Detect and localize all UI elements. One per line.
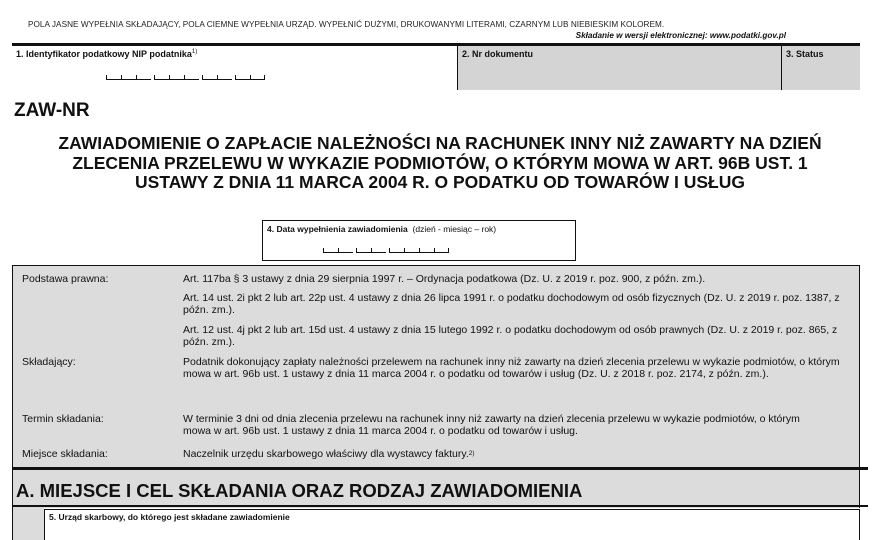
section-a-rule — [12, 505, 868, 507]
field-status — [782, 46, 860, 90]
legal-basis-1: Art. 117ba § 3 ustawy z dnia 29 sierpnia 1997 r. – Ordynacja podatkowa (Dz. U. z 2019 r. poz. 900, z późn. zm.). — [183, 273, 706, 285]
nip-input-combs[interactable] — [106, 75, 265, 80]
filer-label: Składający: — [22, 356, 76, 368]
field-fill-date[interactable] — [262, 220, 576, 261]
field-fill-date-label: 4. Data wypełnienia zawiadomienia (dzień - miesiąc – rok) — [267, 224, 497, 234]
deadline-text: W terminie 3 dni od dnia zlecenia przelewu na rachunek inny niż zawarty na dzień zlecenia przelewu w wykazie podmiotów, o którym mowa w art. 96b ust. 1 ustawy z dnia 11 marca 2004 r. o podatku od towarów i usług. — [183, 413, 800, 437]
electronic-filing-note: Składanie w wersji elektronicznej: www.podatki.gov.pl — [575, 31, 786, 40]
place-text: Naczelnik urzędu skarbowego właściwy dla wystawcy faktury.$^{2)}$ — [183, 448, 475, 460]
section-a-margin — [12, 507, 44, 540]
field-status-label: 3. Status — [786, 49, 824, 59]
field-nip[interactable] — [12, 46, 458, 90]
form-title: ZAWIADOMIENIE O ZAPŁACIE NALEŻNOŚCI NA RACHUNEK INNY NIŻ ZAWARTY NA DZIEŃ ZLECENIA PRZELEWU W WYKAZIE PODMIOTÓW, O KTÓRYM MOWA W ART. 96B UST. 1 USTAWY Z DNIA 11 MARCA 2004 R. O PODATKU OD TOWARÓW I USŁUG — [58, 133, 822, 192]
field-tax-office-label: 5. Urząd skarbowy, do którego jest składane zawiadomienie — [49, 512, 290, 522]
deadline-label: Termin składania: — [22, 413, 104, 425]
date-input-combs[interactable] — [323, 248, 449, 253]
form-instructions: POLA JASNE WYPEŁNIA SKŁADAJĄCY, POLA CIEMNE WYPEŁNIA URZĄD. WYPEŁNIĆ DUŻYMI, DRUKOWANYMI LITERAMI, CZARNYM LUB NIEBIESKIM KOLOREM. — [28, 20, 665, 29]
form-code: ZAW-NR — [14, 100, 90, 121]
field-nip-label: 1. Identyfikator podatkowy NIP podatnika$^{1)}$ — [16, 49, 198, 59]
legal-basis-label: Podstawa prawna: — [22, 273, 109, 285]
legal-basis-2: Art. 14 ust. 2i pkt 2 lub art. 22p ust. 4 ustawy z dnia 26 lipca 1991 r. o podatku dochodowym od osób fizycznych (Dz. U. z 2019 r. poz. 1387, z późn. zm.). — [183, 292, 840, 316]
field-tax-office[interactable] — [44, 509, 860, 540]
field-document-number — [458, 46, 782, 90]
place-label: Miejsce składania: — [22, 448, 108, 460]
section-a-title: A. MIEJSCE I CEL SKŁADANIA ORAZ RODZAJ ZAWIADOMIENIA — [16, 480, 583, 501]
filer-text: Podatnik dokonujący zapłaty należności przelewem na rachunek inny niż zawarty na dzień zlecenia przelewu w wykazie podmiotów, o którym mowa w art. 96b ust. 1 ustawy z dnia 11 marca 2004 r. o podatku od towarów i usług (Dz. U. z 2018 r. poz. 2174, z późn. zm.). — [183, 356, 840, 380]
legal-basis-3: Art. 12 ust. 4j pkt 2 lub art. 15d ust. 4 ustawy z dnia 15 lutego 1992 r. o podatku dochodowym od osób prawnych (Dz. U. z 2019 r. poz. 865, z późn. zm.). — [183, 324, 838, 348]
field-document-number-label: 2. Nr dokumentu — [462, 49, 534, 59]
